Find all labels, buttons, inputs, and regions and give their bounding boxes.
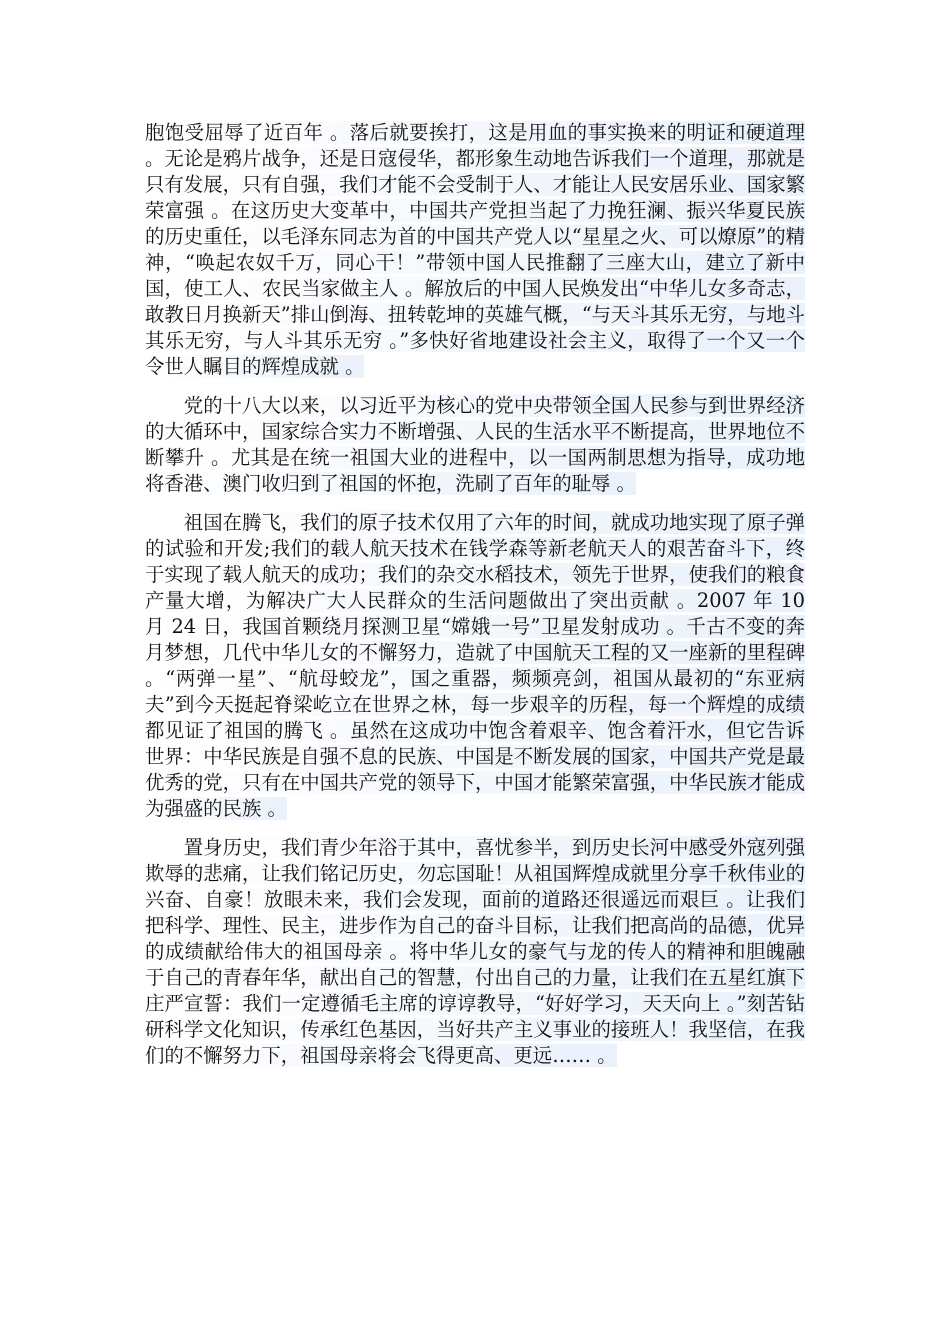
document-page	[145, 120, 805, 1082]
paragraph-2-text: 党的十八大以来，以习近平为核心的党中央带领全国人民参与到世界经济的大循环中，国家综合实力不断增强、人民的生活水平不断提高，世界地位不断攀升 。尤其是在统一祖国大业的进程中，以一国两制思想为指导，成功地将香港、澳门收归到了祖国的怀抱，洗刷了百年的耻辱 。	[145, 394, 805, 495]
paragraph-3-text: 祖国在腾飞，我们的原子技术仅用了六年的时间，就成功地实现了原子弹的试验和开发;我们的载人航天技术在钱学森等新老航天人的艰苦奋斗下，终于实现了载人航天的成功；我们的杂交水稻技术，领先于世界，使我们的粮食产量大增，为解决广大人民群众的生活问题做出了突出贡献 。2007 年 10 月 24 日，我国首颗绕月探测卫星“嫦娥一号”卫星发射成功 。千古不变的奔月梦想，几代中华儿女的不懈努力，造就了中国航天工程的又一座新的里程碑 。“两弹一星”、“航母蛟龙”，国之重器，频频亮剑，祖国从最初的“东亚病夫”到今天挺起脊梁屹立在世界之林，每一步艰辛的历程，每一个辉煌的成绩都见证了祖国的腾飞 。虽然在这成功中饱含着艰辛、饱含着汗水，但它告诉世界：中华民族是自强不息的民族、中国是不断发展的国家，中国共产党是最优秀的党，只有在中国共产党的领导下，中国才能繁荣富强，中华民族才能成为强盛的民族 。	[145, 511, 805, 820]
paragraph-3	[145, 510, 805, 822]
paragraph-4-text: 置身历史，我们青少年浴于其中，喜忧参半，到历史长河中感受外寇列强欺辱的悲痛，让我们铭记历史，勿忘国耻！从祖国辉煌成就里分享千秋伟业的兴奋、自豪！放眼未来，我们会发现，面前的道路还很遥远而艰巨 。让我们把科学、理性、民主，进步作为自己的奋斗目标，让我们把高尚的品德，优异的成绩献给伟大的祖国母亲 。将中华儿女的豪气与龙的传人的精神和胆魄融于自己的青春年华，献出自己的智慧，付出自己的力量，让我们在五星红旗下庄严宣誓：我们一定遵循毛主席的谆谆教导，“好好学习，天天向上 。”刻苦钻研科学文化知识，传承红色基因，当好共产主义事业的接班人！我坚信，在我们的不懈努力下，祖国母亲将会飞得更高、更远…… 。	[145, 836, 805, 1067]
paragraph-4	[145, 835, 805, 1069]
paragraph-2	[145, 393, 805, 497]
paragraph-1	[145, 120, 805, 380]
paragraph-1-text: 胞饱受屈辱了近百年 。落后就要挨打，这是用血的事实换来的明证和硬道理 。无论是鸦片战争，还是日寇侵华，都形象生动地告诉我们一个道理，那就是只有发展，只有自强，我们才能不会受制于人、才能让人民安居乐业、国家繁荣富强 。在这历史大变革中，中国共产党担当起了力挽狂澜、振兴华夏民族的历史重任，以毛泽东同志为首的中国共产党人以“星星之火、可以燎原”的精神，“唤起农奴千万，同心干！”带领中国人民推翻了三座大山，建立了新中国，使工人、农民当家做主人 。解放后的中国人民焕发出“中华儿女多奇志，敢教日月换新天”排山倒海、扭转乾坤的英雄气概，“与天斗其乐无穷，与地斗其乐无穷，与人斗其乐无穷 。”多快好省地建设社会主义，取得了一个又一个令世人瞩目的辉煌成就 。	[145, 121, 805, 378]
